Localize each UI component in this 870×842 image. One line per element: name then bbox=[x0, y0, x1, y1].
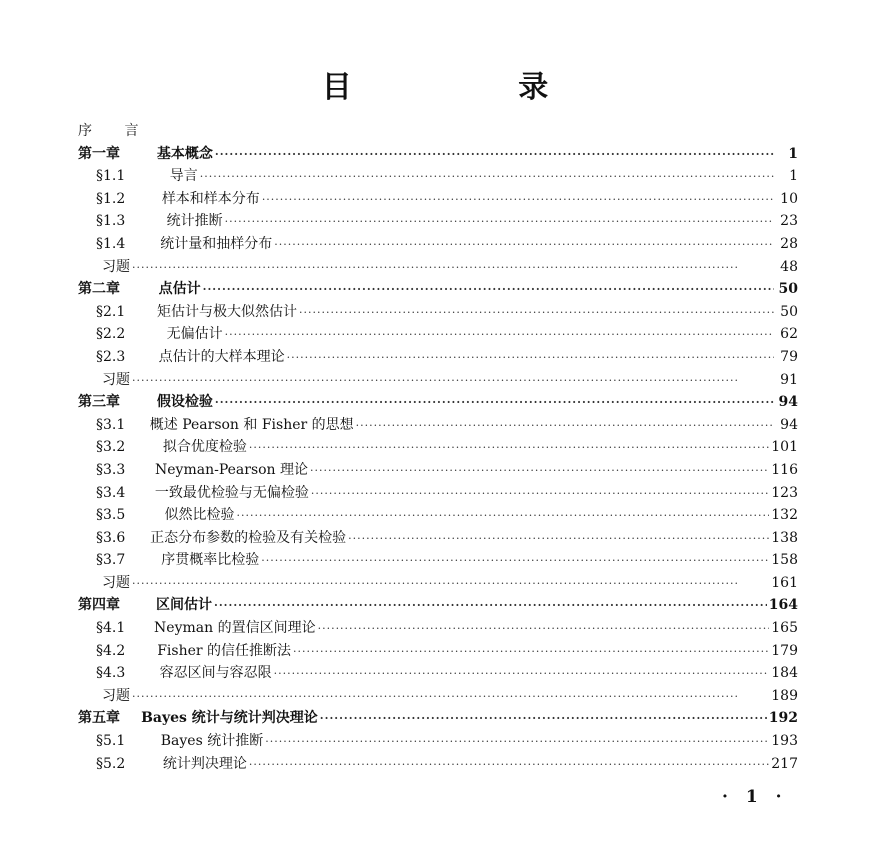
table-of-contents bbox=[78, 120, 798, 775]
toc-entry-page: 179 bbox=[771, 642, 798, 659]
dot-leader bbox=[215, 144, 774, 167]
toc-entry-title: Fisher 的信任推断法 bbox=[157, 642, 292, 659]
toc-entry-title: Bayes 统计推断 bbox=[160, 733, 264, 750]
dot-leader bbox=[299, 302, 774, 325]
toc-entry-title: 点估计的大样本理论 bbox=[158, 348, 285, 365]
toc-entry-section bbox=[78, 301, 798, 324]
toc-entry-preface bbox=[78, 120, 798, 143]
toc-entry-title: 统计量和抽样分布 bbox=[160, 235, 273, 252]
dot-leader bbox=[262, 189, 774, 212]
page-number-footer: · 1 · bbox=[722, 787, 788, 807]
toc-entry-page: 94 bbox=[778, 394, 798, 411]
toc-entry-number: §3.1 bbox=[96, 416, 126, 433]
toc-entry-page: 193 bbox=[771, 733, 798, 750]
dot-leader bbox=[132, 257, 774, 280]
toc-entry-number: §4.1 bbox=[96, 620, 126, 637]
toc-entry-title: 假设检验 bbox=[156, 394, 213, 411]
toc-entry-title: 正态分布参数的检验及有关检验 bbox=[150, 529, 347, 546]
toc-entry-section bbox=[78, 640, 798, 663]
toc-entry-number: §2.3 bbox=[96, 348, 126, 365]
toc-entry-section bbox=[78, 436, 798, 459]
toc-entry-chapter bbox=[78, 143, 798, 166]
toc-entry-page: 164 bbox=[768, 597, 798, 614]
toc-entry-number: §2.2 bbox=[96, 326, 126, 343]
toc-entry-number: §3.2 bbox=[96, 439, 126, 456]
toc-entry-page: 192 bbox=[768, 710, 798, 727]
toc-entry-section bbox=[78, 504, 798, 527]
toc-entry-number: 第一章 bbox=[78, 145, 120, 162]
toc-entry-section bbox=[78, 165, 798, 188]
dot-leader bbox=[265, 731, 769, 754]
toc-entry-title: 似然比检验 bbox=[164, 507, 235, 524]
toc-entry-number: §1.1 bbox=[96, 168, 126, 185]
toc-entry-page: 50 bbox=[780, 303, 798, 320]
dot-leader bbox=[318, 618, 770, 641]
dot-leader bbox=[203, 279, 774, 302]
dot-leader bbox=[215, 392, 774, 415]
toc-entry-title: 基本概念 bbox=[156, 145, 213, 162]
toc-entry-page: 50 bbox=[778, 281, 798, 298]
toc-entry-number: §4.2 bbox=[96, 642, 126, 659]
toc-entry-section bbox=[78, 233, 798, 256]
toc-entry-page: 165 bbox=[771, 620, 798, 637]
dot-leader bbox=[225, 324, 774, 347]
dot-leader bbox=[132, 573, 769, 596]
toc-entry-number: 第四章 bbox=[78, 597, 120, 614]
dot-leader bbox=[261, 550, 769, 573]
toc-entry-page: 132 bbox=[771, 507, 798, 524]
toc-entry-title: 习题 bbox=[102, 258, 130, 275]
toc-entry-chapter bbox=[78, 391, 798, 414]
toc-entry-section bbox=[78, 210, 798, 233]
toc-entry-chapter bbox=[78, 707, 798, 730]
toc-entry-page: 101 bbox=[771, 439, 798, 456]
dot-leader bbox=[348, 528, 769, 551]
toc-entry-page: 161 bbox=[771, 574, 798, 591]
toc-entry-title: 矩估计与极大似然估计 bbox=[157, 303, 298, 320]
dot-leader bbox=[287, 347, 774, 370]
toc-entry-title: 习题 bbox=[102, 371, 130, 388]
toc-entry-page: 48 bbox=[780, 258, 798, 275]
toc-entry-number: §3.3 bbox=[96, 461, 126, 478]
toc-entry-page: 184 bbox=[771, 665, 798, 682]
toc-entry-page: 158 bbox=[771, 552, 798, 569]
toc-entry-title: 容忍区间与容忍限 bbox=[159, 665, 272, 682]
toc-entry-section bbox=[78, 414, 798, 437]
toc-entry-section bbox=[78, 549, 798, 572]
toc-entry-page: 23 bbox=[780, 213, 798, 230]
dot-leader bbox=[356, 415, 774, 438]
toc-entry-title: 习题 bbox=[102, 574, 130, 591]
toc-entry-number: §3.7 bbox=[96, 552, 126, 569]
toc-entry-number: §3.6 bbox=[96, 529, 126, 546]
dot-leader bbox=[293, 641, 769, 664]
toc-entry-section bbox=[78, 662, 798, 685]
dot-leader bbox=[274, 663, 770, 686]
toc-entry-number: §2.1 bbox=[96, 303, 126, 320]
toc-entry-page: 91 bbox=[780, 371, 798, 388]
toc-entry-title: 导言 bbox=[169, 168, 198, 185]
toc-entry-number: §1.3 bbox=[96, 213, 126, 230]
toc-entry-page: 116 bbox=[771, 461, 798, 478]
toc-entry-section bbox=[78, 188, 798, 211]
toc-entry-title: Bayes 统计与统计判决理论 bbox=[141, 710, 318, 727]
toc-entry-title: 序贯概率比检验 bbox=[161, 552, 260, 569]
dot-leader bbox=[236, 505, 769, 528]
toc-entry-title: Neyman 的置信区间理论 bbox=[154, 620, 316, 637]
dot-leader bbox=[249, 437, 769, 460]
toc-entry-number: 第三章 bbox=[78, 394, 120, 411]
toc-entry-section bbox=[78, 346, 798, 369]
toc-entry-number: §1.4 bbox=[96, 235, 126, 252]
toc-entry-title: 习题 bbox=[102, 687, 130, 704]
toc-entry-title: 样本和样本分布 bbox=[161, 190, 260, 207]
toc-entry-section bbox=[78, 459, 798, 482]
dot-leader bbox=[249, 754, 769, 777]
toc-entry-title: 统计推断 bbox=[166, 213, 223, 230]
toc-entry-page: 123 bbox=[771, 484, 798, 501]
toc-entry-section bbox=[78, 617, 798, 640]
toc-entry-page: 1 bbox=[789, 168, 798, 185]
toc-entry-page: 138 bbox=[771, 529, 798, 546]
toc-entry-chapter bbox=[78, 594, 798, 617]
toc-entry-page: 28 bbox=[780, 235, 798, 252]
toc-entry-section bbox=[78, 527, 798, 550]
toc-entry-exercise bbox=[78, 572, 798, 595]
toc-entry-title: 概述 Pearson 和 Fisher 的思想 bbox=[149, 416, 354, 433]
toc-entry-title: 区间估计 bbox=[156, 597, 212, 614]
toc-entry-section bbox=[78, 482, 798, 505]
page-title: 目 录 bbox=[321, 70, 627, 105]
toc-entry-number: §5.2 bbox=[96, 755, 126, 772]
toc-entry-page: 94 bbox=[780, 416, 798, 433]
dot-leader bbox=[200, 166, 774, 189]
toc-entry-page: 10 bbox=[780, 190, 798, 207]
toc-entry-page: 217 bbox=[771, 755, 798, 772]
dot-leader bbox=[132, 370, 774, 393]
toc-entry-title: 拟合优度检验 bbox=[162, 439, 247, 456]
toc-entry-number: §3.5 bbox=[96, 507, 126, 524]
toc-entry-title: 统计判决理论 bbox=[162, 755, 247, 772]
toc-entry-title: 无偏估计 bbox=[166, 326, 223, 343]
toc-entry-page: 62 bbox=[780, 326, 798, 343]
dot-leader bbox=[214, 595, 767, 618]
dot-leader bbox=[274, 234, 774, 257]
toc-entry-number: §1.2 bbox=[96, 190, 126, 207]
toc-entry-title: 一致最优检验与无偏检验 bbox=[154, 484, 309, 501]
toc-entry-section bbox=[78, 323, 798, 346]
toc-entry-number: §5.1 bbox=[96, 733, 126, 750]
dot-leader bbox=[320, 708, 767, 731]
dot-leader bbox=[310, 460, 769, 483]
toc-entry-page: 1 bbox=[788, 145, 798, 162]
toc-entry-number: §4.3 bbox=[96, 665, 126, 682]
toc-entry-number: 第五章 bbox=[78, 710, 120, 727]
toc-entry-number: 第二章 bbox=[78, 281, 120, 298]
dot-leader bbox=[311, 483, 769, 506]
toc-entry-page: 189 bbox=[771, 687, 798, 704]
toc-entry-title: Neyman-Pearson 理论 bbox=[155, 461, 309, 478]
toc-entry-number: §3.4 bbox=[96, 484, 126, 501]
toc-entry-exercise bbox=[78, 256, 798, 279]
toc-entry-page: 79 bbox=[780, 348, 798, 365]
toc-entry-number: 序 言 bbox=[78, 123, 153, 139]
dot-leader bbox=[225, 211, 774, 234]
dot-leader bbox=[132, 686, 769, 709]
toc-entry-exercise bbox=[78, 685, 798, 708]
toc-entry-section bbox=[78, 730, 798, 753]
toc-entry-exercise bbox=[78, 369, 798, 392]
toc-entry-title: 点估计 bbox=[158, 281, 201, 298]
toc-entry-section bbox=[78, 753, 798, 776]
toc-entry-chapter bbox=[78, 278, 798, 301]
